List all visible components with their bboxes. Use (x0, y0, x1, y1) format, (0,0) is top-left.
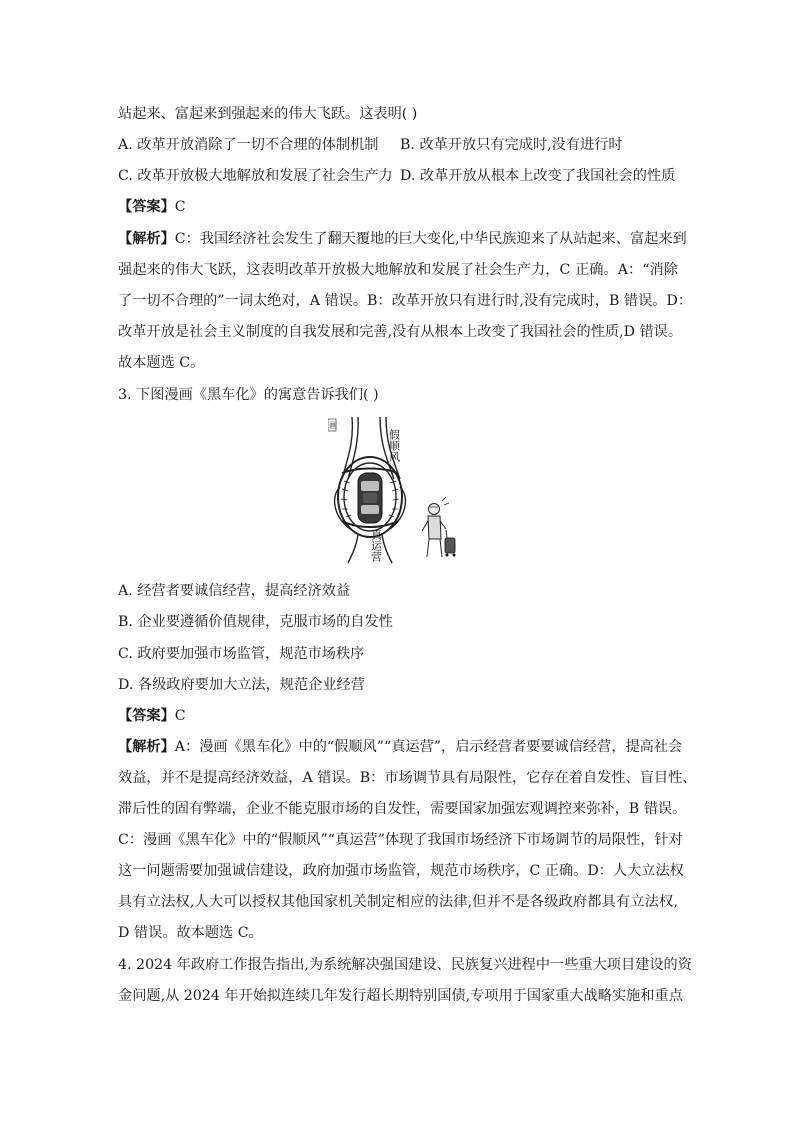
q3-analysis-line-6: 具有立法权,人大可以授权其他国家机关制定相应的法律,但并不是各级政府都具有立法权, (118, 894, 678, 910)
analysis-text: C：我国经济社会发生了翻天覆地的巨大变化,中华民族迎来了从站起来、富起来到 (174, 231, 687, 247)
q3-option-b[interactable]: B. 企业要遵循价值规律，克服市场的自发性 (118, 614, 393, 630)
q2-option-b[interactable]: B. 改革开放只有完成时,没有进行时 (400, 137, 623, 153)
q2-analysis-line-4: 改革开放是社会主义制度的自我发展和完善,没有从根本上改变了我国社会的性质,D 错误。 (118, 324, 683, 340)
q3-option-a[interactable]: A. 经营者要诚信经营，提高经济效益 (118, 583, 351, 599)
analysis-label: 【解析】 (118, 231, 175, 247)
q3-analysis-line-3: 滞后性的固有弊端，企业不能克服市场的自发性，需要国家加强宏观调控来弥补，B 错误。 (118, 801, 687, 817)
q2-options-row-2 (118, 166, 678, 186)
q3-analysis-line-4: C：漫画《黑车化》中的“假顺风”“真运营”体现了我国市场经济下市场调节的局限性，针对 (118, 832, 683, 848)
q3-stem: 3. 下图漫画《黑车化》的寓意告诉我们( ) (118, 387, 379, 403)
q3-analysis-line-2: 效益，并不是提高经济效益，A 错误。B：市场调节具有局限性，它存在着自发性、盲目性、 (118, 770, 697, 786)
q3-option-c[interactable]: C. 政府要加强市场监管，规范市场秩序 (118, 646, 365, 662)
q2-analysis-line-1 (118, 229, 687, 249)
q2-analysis-line-5: 故本题选 C。 (118, 355, 205, 371)
q2-option-a[interactable]: A. 改革开放消除了一切不合理的体制机制 (118, 137, 379, 153)
q2-options-row-1 (118, 135, 678, 155)
corner-stamp: 画 (329, 421, 337, 430)
q2-stem-tail: 站起来、富起来到强起来的伟大飞跃。这表明( ) (118, 106, 418, 122)
q2-option-c[interactable]: C. 改革开放极大地解放和发展了社会生产力 (118, 168, 393, 184)
q2-analysis-line-2: 强起来的伟大飞跃，这表明改革开放极大地解放和发展了社会生产力，C 正确。A：“消除 (118, 262, 678, 278)
q2-analysis-line-3: 了一切不合理的”一词太绝对，A 错误。B：改革开放只有进行时,没有完成时，B 错误。D： (118, 293, 693, 309)
q4-stem-line-2: 金问题,从 2024 年开始拟连续几年发行超长期特别国债,专项用于国家重大战略实施和重点 (118, 988, 683, 1004)
q2-answer (118, 197, 678, 217)
q3-analysis-line-1 (118, 737, 683, 757)
analysis-label: 【解析】 (118, 739, 175, 755)
q3-analysis-line-7: D 错误。故本题选 C。 (118, 925, 263, 941)
answer-label: 【答案】 (118, 199, 175, 215)
bottom-label-real-operation: 真运营 (369, 529, 383, 562)
analysis-text: A：漫画《黑车化》中的“假顺风”“真运营”，启示经营者要要诚信经营，提高社会 (174, 739, 683, 755)
top-label-fake-ride-share: 假顺风 (387, 429, 401, 462)
q2-option-d[interactable]: D. 改革开放从根本上改变了我国社会的性质 (400, 168, 676, 184)
q3-analysis-line-5: 这一问题需要加强诚信建设，政府加强市场监管，规范市场秩序，C 正确。D：人大立法权 (118, 863, 684, 879)
suitcase-icon (445, 530, 456, 557)
q3-answer (118, 706, 678, 726)
answer-label: 【答案】 (118, 708, 175, 724)
q3-option-d[interactable]: D. 各级政府要加大立法，规范企业经营 (118, 677, 365, 693)
car-icon (358, 473, 382, 523)
q4-stem-line-1: 4. 2024 年政府工作报告指出,为系统解决强国建设、民族复兴进程中一些重大项目建设的资 (118, 957, 692, 973)
answer-value: C (174, 708, 186, 724)
cartoon-black-car (328, 417, 468, 565)
answer-value: C (174, 199, 186, 215)
